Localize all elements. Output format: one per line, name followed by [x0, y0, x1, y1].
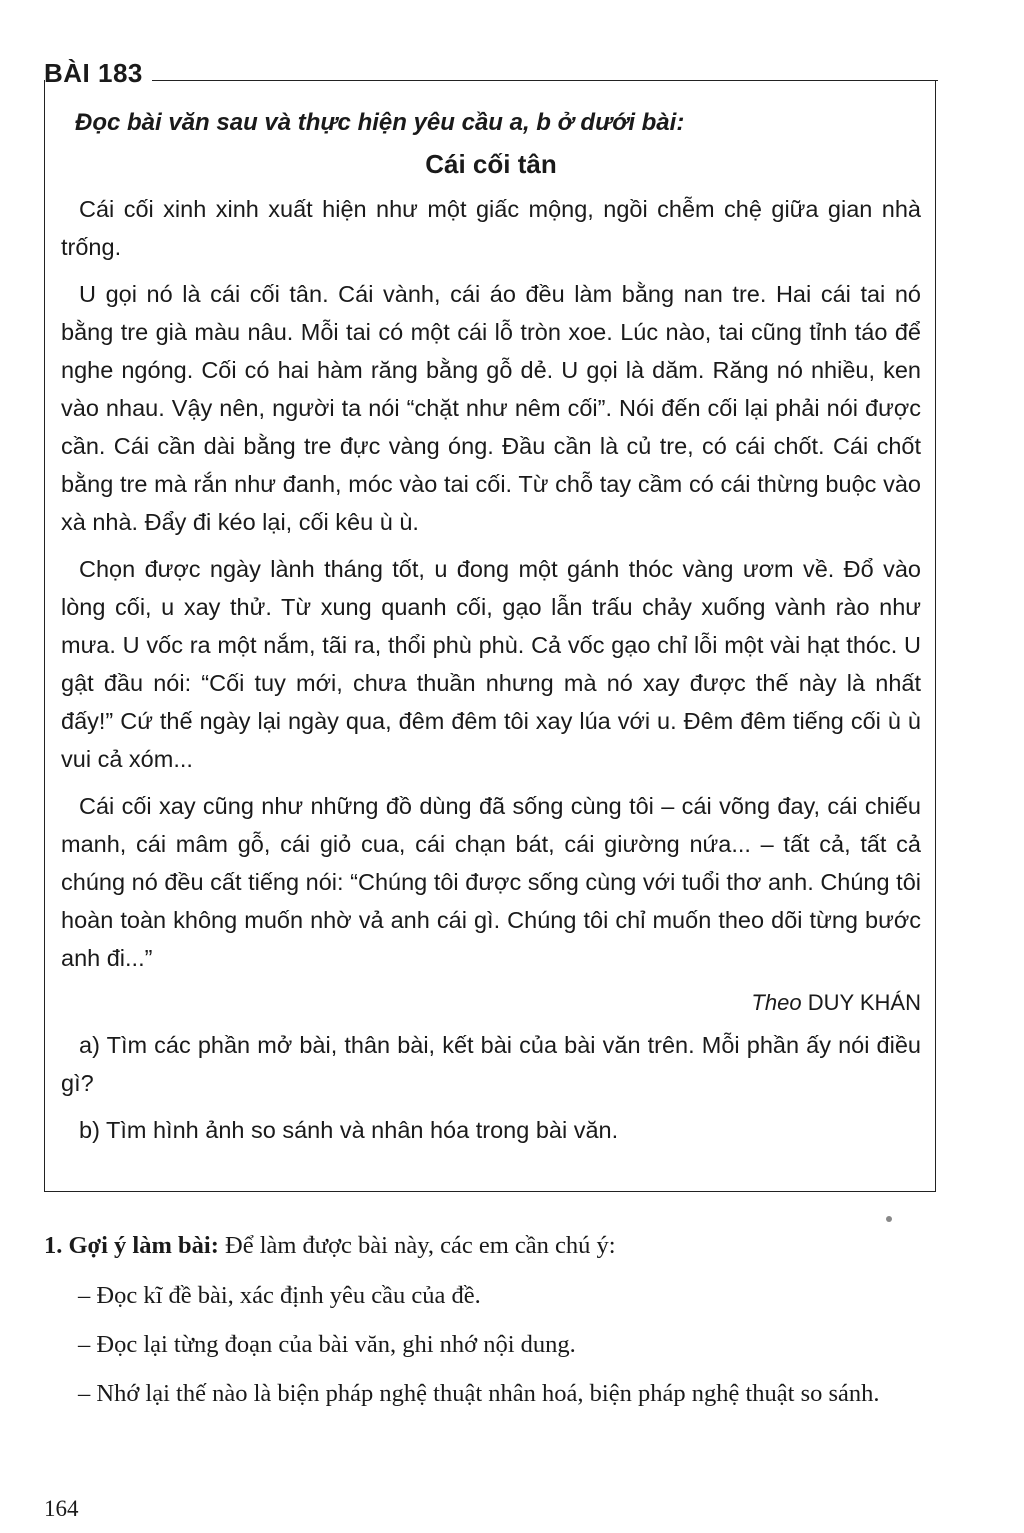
guide-heading: 1. Gợi ý làm bài: [44, 1232, 219, 1259]
guide-intro: Để làm được bài này, các em cần chú ý: [218, 1232, 616, 1259]
exercise-box [44, 80, 936, 1192]
lesson-title: BÀI 183 [44, 58, 143, 88]
guide-item-2: – Đọc lại từng đoạn của bài văn, ghi nhớ nội dung. [78, 1331, 576, 1358]
guide-item-3: – Nhớ lại thế nào là biện pháp nghệ thuật nhân hoá, biện pháp nghệ thuật so sánh. [78, 1380, 880, 1407]
exercise-content [61, 106, 921, 1158]
exercise-prompt: Đọc bài văn sau và thực hiện yêu cầu a, b ở dưới bài: [75, 109, 685, 136]
story-paragraph-4: Cái cối xay cũng như những đồ dùng đã sống cùng tôi – cái võng đay, cái chiếu manh, cái mâm gỗ, cái giỏ cua, cái chạn bát, cái giường nứa... – tất cả, tất cả chúng nó đều cất tiếng nói: “Chúng tôi được sống cùng với tuổi thơ anh. Chúng tôi hoàn toàn không muốn nhờ vả anh cái gì. Chúng tôi chỉ muốn theo dõi từng bước anh đi...” [61, 793, 921, 971]
story-paragraph-3: Chọn được ngày lành tháng tốt, u đong một gánh thóc vàng ươm về. Đổ vào lòng cối, u xay thử. Từ xung quanh cối, gạo lẫn trấu chảy xuống vành rào như mưa. U vốc ra một nắm, tãi ra, thổi phù phù. Cả vốc gạo chỉ lỗi một vài hạt thóc. U gật đầu nói: “Cối tuy mới, chưa thuần nhưng mà nó xay được thế này là nhất đấy!” Cứ thế ngày lại ngày qua, đêm đêm tôi xay lúa với u. Đêm đêm tiếng cối ù ù vui cả xóm... [61, 556, 921, 772]
story-source [61, 986, 921, 1020]
guide-section [44, 1224, 944, 1421]
question-b: b) Tìm hình ảnh so sánh và nhân hóa trong bài văn. [79, 1117, 619, 1143]
story-title: Cái cối tân [425, 149, 557, 179]
guide-intro-line [44, 1224, 944, 1268]
page-number: 164 [44, 1496, 79, 1521]
speck [886, 1216, 892, 1222]
story-paragraph-1: Cái cối xinh xinh xuất hiện như một giấc mộng, ngồi chễm chệ giữa gian nhà trống. [61, 196, 921, 260]
question-a: a) Tìm các phần mở bài, thân bài, kết bài của bài văn trên. Mỗi phần ấy nói điều gì? [61, 1032, 921, 1096]
source-prefix: Theo [751, 990, 802, 1015]
guide-item-1: – Đọc kĩ đề bài, xác định yêu cầu của đề. [78, 1282, 481, 1309]
source-author: DUY KHÁN [807, 990, 921, 1015]
story-paragraph-2: U gọi nó là cái cối tân. Cái vành, cái áo đều làm bằng nan tre. Hai cái tai nó bằng tre già màu nâu. Mỗi tai có một cái lỗ tròn xoe. Lúc nào, tai cũng tỉnh táo để nghe ngóng. Cối có hai hàm răng bằng gỗ dẻ. U gọi là dăm. Răng nó nhiều, ken vào nhau. Vậy nên, người ta nói “chặt như nêm cối”. Nói đến cối lại phải nói được cần. Cái cần dài bằng tre đực vàng óng. Đầu cần là củ tre, có cái chốt. Cái chốt bằng tre mà rắn như đanh, móc vào tai cối. Từ chỗ tay cầm có cái thừng buộc vào xà nhà. Đẩy đi kéo lại, cối kêu ù ù. [61, 281, 921, 535]
